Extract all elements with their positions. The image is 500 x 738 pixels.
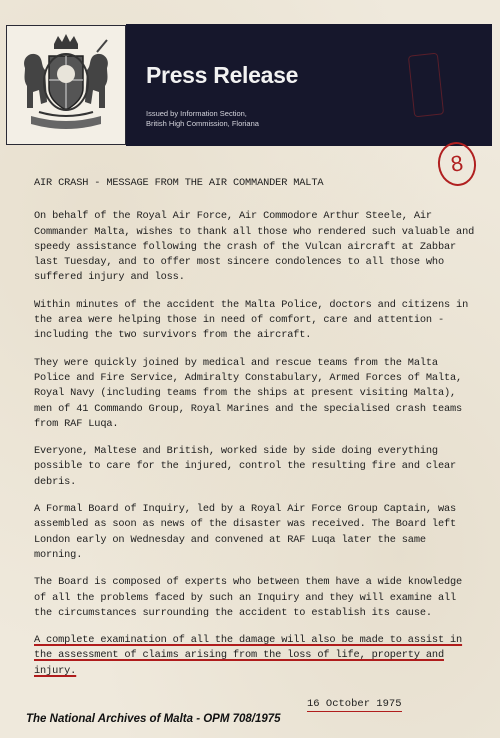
handwritten-page-number: 8 — [435, 140, 479, 189]
archive-source-caption: The National Archives of Malta - OPM 708/1975 — [26, 713, 281, 725]
release-date: 16 October 1975 — [307, 698, 402, 710]
underlined-text: A complete examination of all the damage will also be made to assist in the assessment of claims arising from the loss of life, property and injury. — [34, 634, 463, 677]
issued-by-line-2: British High Commission, Floriana — [146, 119, 259, 128]
press-release-body — [34, 176, 480, 691]
paragraph-3: They were quickly joined by medical and rescue teams from the Malta Police and Fire Service, Admiralty Constabulary, Armed Forces of Malta, Royal Navy (including teams from the ships at present visiting Malta), men of 41 Commando Group, Royal Marines and the specialised crash teams from RAF Luqa. — [34, 356, 463, 430]
coat-of-arms-icon — [11, 30, 121, 140]
paragraph-6: The Board is composed of experts who between them have a wide knowledge of all the problems faced by such an Inquiry and they will examine all the circumstances surrounding the accident to establish its cause. — [34, 576, 463, 619]
paragraph-2: Within minutes of the accident the Malta Police, doctors and citizens in the area were helping those in need of comfort, care and attention - including the two survivors from the aircraft. — [34, 298, 469, 342]
press-release-header — [126, 24, 492, 146]
issued-by-line-1: Issued by Information Section, — [146, 109, 247, 118]
paragraph-5: A Formal Board of Inquiry, led by a Royal Air Force Group Captain, was assembled as soon as news of the disaster was received. The Board left London early on Wednesday and convened at RAF Luqa later the same morning. — [34, 503, 457, 561]
paragraph-4: Everyone, Maltese and British, worked side by side doing everything possible to care for the injured, control the resulting fire and clear debris. — [34, 445, 457, 488]
issued-by-text — [146, 109, 259, 129]
paragraph-1: On behalf of the Royal Air Force, Air Commodore Arthur Steele, Air Commander Malta, wishes to thank all those who rendered such valuable and speedy assistance following the crash of the Vulcan aircraft at Zabbar last Tuesday, and to offer most sincere condolences to all those who suffered injury and loss. — [34, 210, 475, 284]
royal-coat-of-arms — [6, 25, 126, 145]
press-release-title: Press Release — [146, 62, 299, 88]
document-heading: AIR CRASH - MESSAGE FROM THE AIR COMMANDER MALTA — [34, 177, 324, 189]
highlighted-paragraph — [34, 633, 480, 679]
faded-stamp — [408, 53, 444, 118]
